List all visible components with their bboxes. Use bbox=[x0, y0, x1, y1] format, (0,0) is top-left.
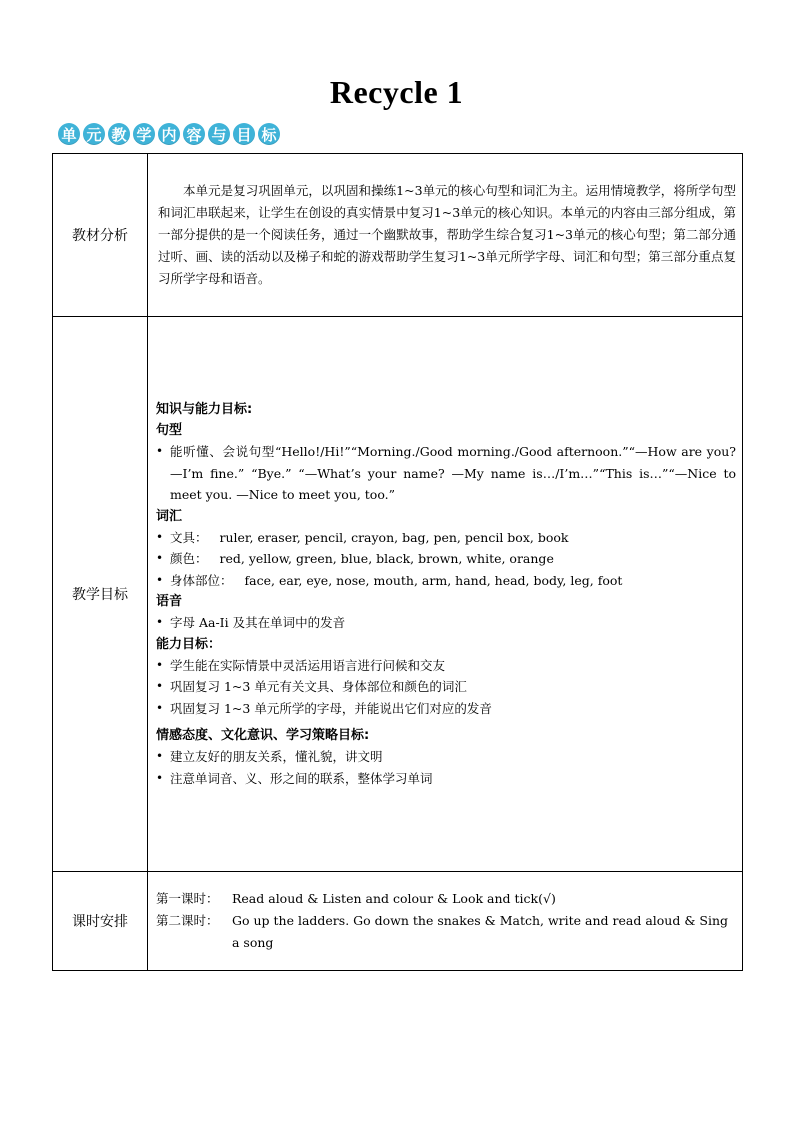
page-title: Recycle 1 bbox=[329, 74, 464, 110]
ability-item-text: 巩固复习 1~3 单元所学的字母，并能说出它们对应的发音 bbox=[170, 700, 492, 716]
section-heading-char: 容 bbox=[183, 123, 205, 145]
section-heading-char: 元 bbox=[83, 123, 105, 145]
vocab-item-text: ruler, eraser, pencil, crayon, bag, pen, pencil box, book bbox=[219, 529, 569, 545]
bullet-icon: • bbox=[156, 551, 164, 565]
vocab-item bbox=[156, 527, 736, 549]
section-heading-char: 单 bbox=[58, 123, 80, 145]
analysis-label: 教材分析 bbox=[53, 154, 148, 317]
lessons-label: 课时安排 bbox=[53, 872, 148, 971]
lesson-period: 第二课时： bbox=[156, 913, 219, 928]
emotion-item-text: 建立友好的朋友关系，懂礼貌，讲文明 bbox=[170, 749, 383, 764]
analysis-text: 本单元是复习巩固单元，以巩固和操练1~3单元的核心句型和词汇为主。运用情境教学，将所学句型和词汇串联起来，让学生在创设的真实情景中复习1~3单元的核心知识。本单元的内容由三部分组成，第一部分提供的是一个阅读任务，通过一个幽默故事，帮助学生综合复习1~3单元的核心句型；第二部分通过听、画、读的活动以及梯子和蛇的游戏帮助学生复习1~3单元所学字母、词汇和句型；第三部分重点复习所学字母和语音。 bbox=[158, 183, 736, 286]
ability-heading: 能力目标： bbox=[156, 636, 222, 652]
bullet-icon: • bbox=[156, 770, 164, 785]
phonics-item bbox=[156, 612, 736, 634]
vocab-item bbox=[156, 548, 736, 570]
lesson-period: 第一课时： bbox=[156, 891, 219, 906]
goals-content bbox=[148, 399, 742, 789]
bullet-icon: • bbox=[156, 615, 164, 629]
bullet-icon: • bbox=[156, 529, 164, 544]
ability-item-text: 巩固复习 1~3 单元有关文具、身体部位和颜色的词汇 bbox=[170, 679, 467, 694]
vocab-item-text: red, yellow, green, blue, black, brown, white, orange bbox=[219, 551, 554, 566]
section-heading-char: 学 bbox=[133, 123, 155, 145]
vocab-item-label: 文具： bbox=[170, 529, 208, 545]
analysis-cell bbox=[148, 154, 743, 317]
section-heading-char: 教 bbox=[108, 123, 130, 145]
emotion-heading: 情感态度、文化意识、学习策略目标: bbox=[156, 728, 370, 743]
phonics-item-text: 字母 Aa-Ii 及其在单词中的发音 bbox=[170, 615, 346, 630]
emotion-item bbox=[156, 768, 736, 790]
emotion-item bbox=[156, 746, 736, 768]
lesson-content: Go up the ladders. Go down the snakes & Match, write and read aloud & Sing a song bbox=[232, 913, 729, 950]
vocab-item-label: 颜色： bbox=[170, 551, 208, 566]
ability-item bbox=[156, 698, 736, 720]
section-heading-char: 内 bbox=[158, 123, 180, 145]
lessons-content bbox=[148, 888, 742, 954]
analysis-row bbox=[53, 154, 743, 317]
vocab-item bbox=[156, 570, 736, 592]
lesson-content: Read aloud & Listen and colour & Look and tick(√) bbox=[232, 891, 556, 906]
ability-item bbox=[156, 655, 736, 677]
sentence-item bbox=[156, 441, 736, 506]
section-heading-badges bbox=[58, 123, 280, 145]
section-heading-char: 目 bbox=[233, 123, 255, 145]
bullet-icon: • bbox=[156, 444, 164, 458]
section-heading-char: 与 bbox=[208, 123, 230, 145]
section-heading-char: 标 bbox=[258, 123, 280, 145]
lessons-cell bbox=[148, 872, 743, 971]
emotion-item-text: 注意单词音、义、形之间的联系，整体学习单词 bbox=[170, 770, 433, 786]
vocab-item-text: face, ear, eye, nose, mouth, arm, hand, head, body, leg, foot bbox=[244, 572, 623, 588]
bullet-icon: • bbox=[156, 749, 164, 763]
lesson-item bbox=[156, 910, 736, 954]
lessons-row bbox=[53, 872, 743, 971]
goals-row bbox=[53, 317, 743, 872]
bullet-icon: • bbox=[156, 679, 164, 693]
phonics-heading: 语音 bbox=[156, 594, 183, 609]
bullet-icon: • bbox=[156, 700, 164, 715]
vocab-heading: 词汇 bbox=[156, 508, 183, 524]
ability-item bbox=[156, 676, 736, 698]
bullet-icon: • bbox=[156, 657, 164, 672]
goals-label: 教学目标 bbox=[53, 317, 148, 872]
knowledge-heading: 知识与能力目标: bbox=[156, 402, 253, 417]
sentence-heading: 句型 bbox=[156, 423, 183, 438]
lesson-item bbox=[156, 888, 736, 910]
unit-plan-table bbox=[52, 153, 743, 971]
bullet-icon: • bbox=[156, 572, 164, 587]
goals-cell bbox=[148, 317, 743, 872]
vocab-item-label: 身体部位： bbox=[170, 572, 233, 588]
sentence-item-text: 能听懂、会说句型“Hello!/Hi!”“Morning./Good morning./Good afternoon.”“—How are you? —I’m fine.” “Bye.” “—What’s your name? —My name is…/I’m…”“This is…”“—Nice to meet you. —Nice to meet you, too.” bbox=[170, 444, 736, 502]
ability-item-text: 学生能在实际情景中灵活运用语言进行问候和交友 bbox=[170, 657, 446, 673]
